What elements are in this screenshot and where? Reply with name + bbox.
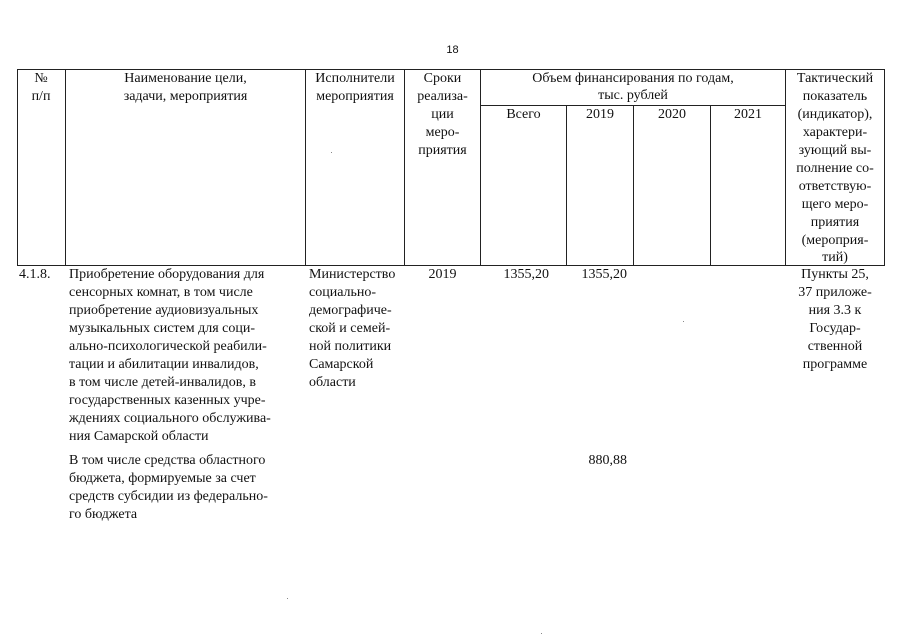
header-indicator-line: (индикатор), — [797, 107, 873, 122]
header-terms-line: приятия — [418, 143, 467, 158]
header-name-line: задачи, мероприятия — [123, 89, 248, 104]
header-num-line: п/п — [31, 89, 51, 104]
header-terms-line: меро- — [425, 125, 460, 140]
col-divider-2020 — [710, 105, 711, 266]
row-total: 1355,20 — [503, 267, 549, 282]
row-name-line: ния Самарской области — [69, 429, 209, 444]
header-col-total: Всего — [506, 107, 541, 122]
header-col-2020: 2020 — [658, 107, 686, 122]
subrow-2019: 880,88 — [588, 453, 627, 468]
table-right-border — [884, 69, 885, 266]
scan-speck — [331, 152, 332, 153]
header-indicator-line: показатель — [802, 89, 868, 104]
row-executor-line: социально- — [309, 285, 377, 300]
subrow-name-line: бюджета, формируемые за счет — [69, 471, 256, 486]
header-num-line: № — [34, 71, 48, 86]
row-name-line: ждениях социального обслужива- — [69, 411, 271, 426]
subrow-name-line: средств субсидии из федерально- — [69, 489, 268, 504]
header-indicator-line: (мероприя- — [801, 233, 869, 248]
scan-speck — [541, 633, 542, 634]
row-name-line: Приобретение оборудования для — [69, 267, 265, 282]
row-indicator-line: ния 3.3 к — [808, 303, 862, 318]
header-terms-line: реализа- — [417, 89, 468, 104]
header-indicator-line: ответствую- — [798, 179, 872, 194]
row-executor-line: ской и семей- — [309, 321, 391, 336]
row-2019: 1355,20 — [581, 267, 627, 282]
col-divider-total — [566, 105, 567, 266]
row-term: 2019 — [428, 267, 457, 282]
row-name-line: музыкальных систем для соци- — [69, 321, 256, 336]
header-executors-line: мероприятия — [316, 89, 394, 104]
row-num: 4.1.8. — [19, 267, 51, 282]
row-name-line: тации и абилитации инвалидов, — [69, 357, 259, 372]
row-executor-line: области — [309, 375, 356, 390]
header-col-2019: 2019 — [586, 107, 614, 122]
header-funding-title: тыс. рублей — [598, 88, 668, 103]
subrow-name-line: го бюджета — [69, 507, 138, 522]
header-indicator-line: полнение со- — [796, 161, 874, 176]
scan-speck — [683, 321, 684, 322]
header-indicator-line: Тактический — [796, 71, 874, 86]
header-terms-line: Сроки — [423, 71, 462, 86]
header-name-line: Наименование цели, — [124, 71, 247, 86]
col-divider-2019 — [633, 105, 634, 266]
subrow-name-line: В том числе средства областного — [69, 453, 266, 468]
header-col-2021: 2021 — [734, 107, 762, 122]
header-indicator-line: приятия — [810, 215, 860, 230]
header-indicator-line: характери- — [802, 125, 868, 140]
row-name-line: в том числе детей-инвалидов, в — [69, 375, 256, 390]
header-terms-line: ции — [431, 107, 454, 122]
row-name-line: приобретение аудиовизуальных — [69, 303, 259, 318]
page-number: 18 — [446, 44, 459, 56]
row-indicator-line: ственной — [807, 339, 863, 354]
row-indicator-line: программе — [802, 357, 868, 372]
scan-speck — [287, 598, 288, 599]
header-indicator-line: зующий вы- — [798, 143, 872, 158]
row-executor-line: демографиче- — [309, 303, 392, 318]
row-indicator-line: Пункты 25, — [801, 267, 869, 282]
row-indicator-line: Государ- — [809, 321, 861, 336]
row-name-line: государственных казенных учре- — [69, 393, 266, 408]
header-executors-line: Исполнители — [315, 71, 395, 86]
row-name-line: сенсорных комнат, в том числе — [69, 285, 253, 300]
row-executor-line: ной политики — [309, 339, 392, 354]
header-funding-title: Объем финансирования по годам, — [532, 71, 734, 86]
row-indicator-line: 37 приложе- — [798, 285, 872, 300]
row-executor-line: Самарской — [309, 357, 374, 372]
header-indicator-line: тий) — [822, 250, 848, 265]
header-indicator-line: щего меро- — [801, 197, 869, 212]
row-name-line: ально-психологической реабили- — [69, 339, 267, 354]
row-executor-line: Министерство — [309, 267, 396, 282]
